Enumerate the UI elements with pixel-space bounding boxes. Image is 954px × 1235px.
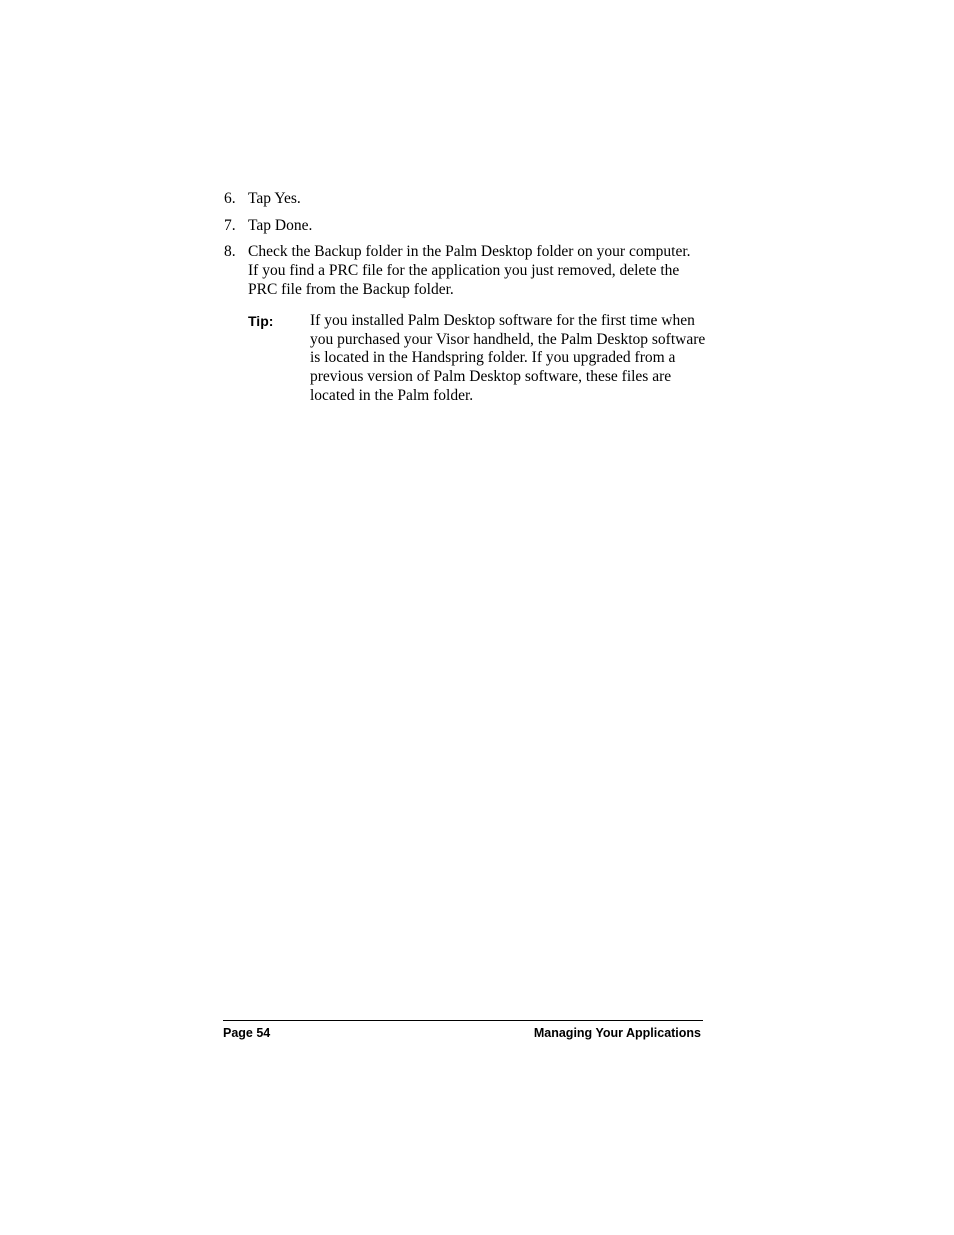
step-text: Tap Yes. — [248, 190, 301, 207]
footer-divider — [223, 1020, 703, 1021]
page-number: Page 54 — [223, 1026, 271, 1040]
section-title: Managing Your Applications — [533, 1026, 701, 1040]
tip-text: If you installed Palm Desktop software for the first time when you purchased your Visor handheld, the Palm Desktop software is located in the Handspring folder. If you upgraded from a previous version of Palm Desktop software, these files are located in the Palm folder. — [310, 312, 706, 404]
tip-note — [248, 312, 708, 406]
step-list — [224, 190, 704, 308]
step-number: 8. — [224, 243, 236, 261]
step-text: Tap Done. — [248, 216, 313, 234]
step-number: 6. — [224, 190, 236, 207]
step-text: Check the Backup folder in the Palm Desktop folder on your computer. If you find a PRC file for the application you just removed, delete the PRC file from the Backup folder. — [248, 243, 691, 298]
page-footer — [223, 1025, 701, 1041]
list-item — [224, 190, 704, 209]
list-item — [224, 217, 704, 236]
tip-label: Tip: — [248, 313, 274, 329]
step-number: 7. — [224, 216, 236, 234]
list-item — [224, 243, 704, 299]
